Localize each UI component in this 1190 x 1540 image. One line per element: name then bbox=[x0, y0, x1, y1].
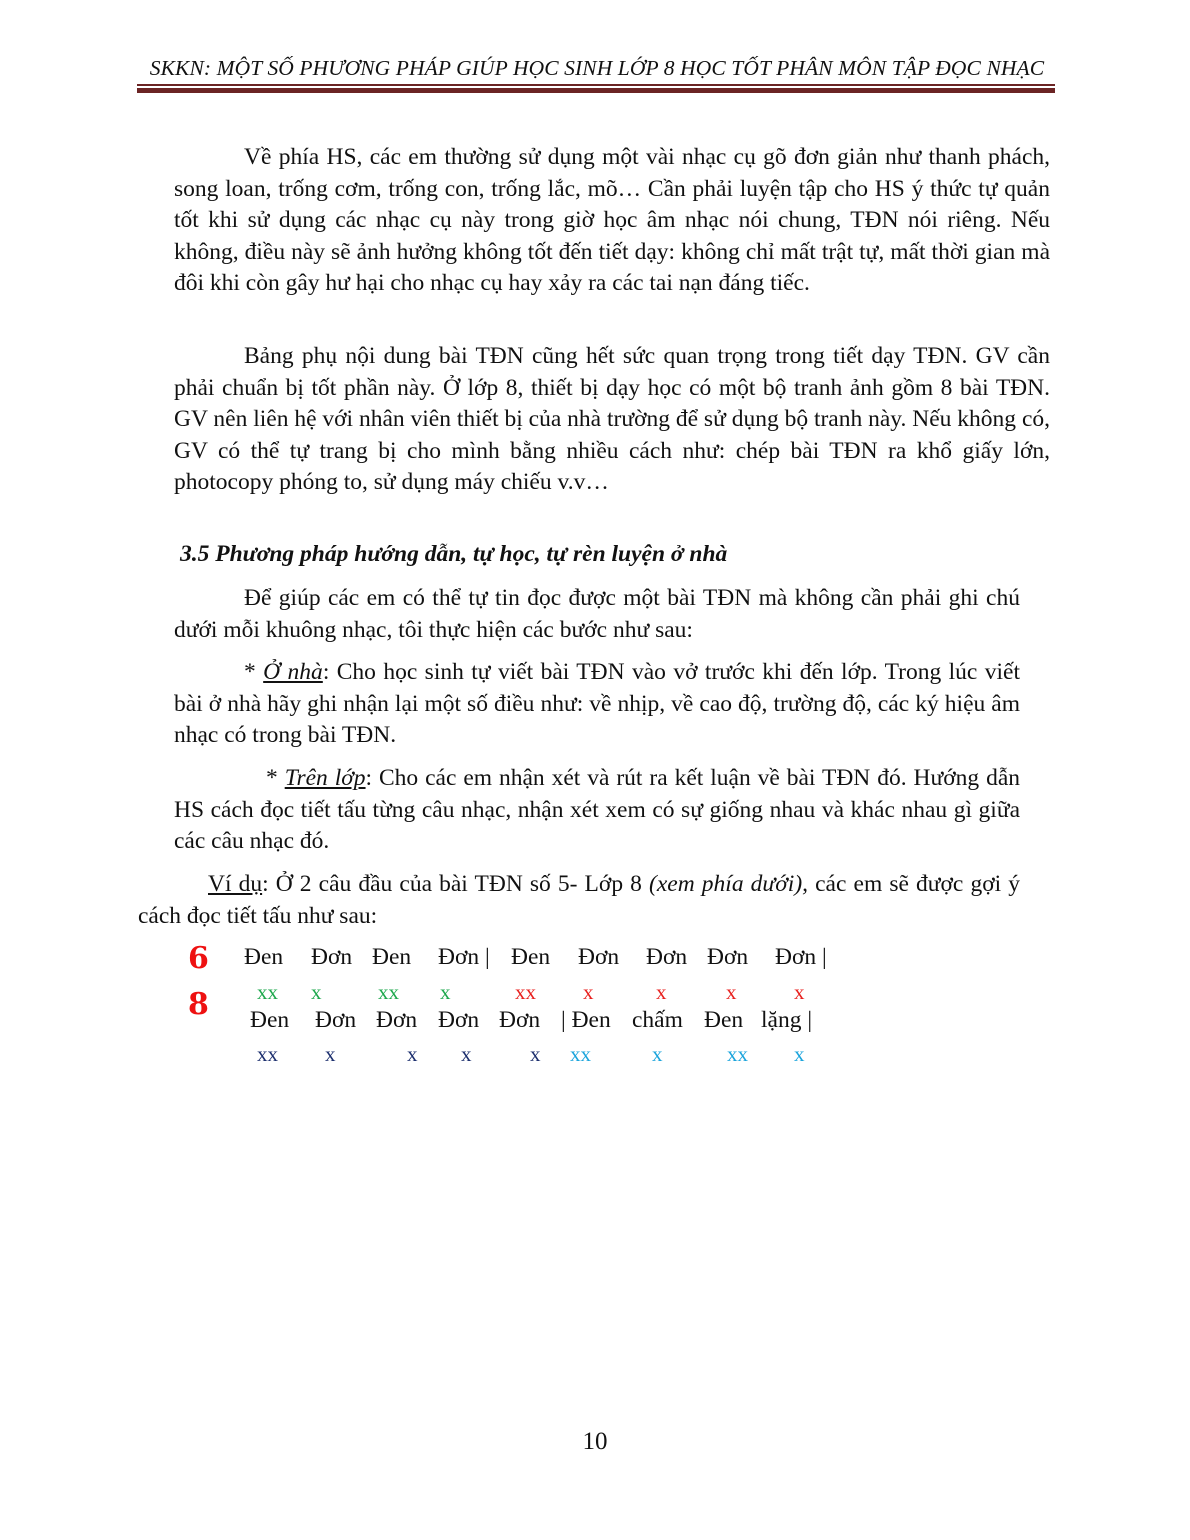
paragraph-text: : Ở 2 câu đầu của bài TĐN số 5- Lớp 8 bbox=[262, 871, 650, 897]
note-word: Đơn bbox=[311, 944, 353, 970]
note-word: Đen bbox=[511, 944, 551, 970]
note-word: Đơn bbox=[499, 1007, 541, 1033]
time-signature-bottom: 8 bbox=[188, 987, 209, 1022]
paragraph-text: : Cho các em nhận xét và rút ra kết luận về bài TĐN đó. Hướng dẫn HS cách đọc tiết tấu từng câu nhạc, nhận xét xem có sự giống nhau và khác nhau gì giữa các câu nhạc đó. bbox=[174, 765, 1020, 854]
note-word: Đơn | bbox=[775, 944, 827, 970]
paragraph-intro bbox=[174, 583, 1020, 646]
beat-mark: x bbox=[407, 1042, 418, 1066]
beat-mark: x bbox=[461, 1042, 472, 1066]
paragraph-example bbox=[138, 869, 1020, 932]
paragraph-text: Về phía HS, các em thường sử dụng một vài nhạc cụ gõ đơn giản như thanh phách, song loan, trống cơm, trống con, trống lắc, mõ… Cần phải luyện tập cho HS ý thức tự quản tốt khi sử dụng các nhạc cụ này trong giờ học âm nhạc nói chung, TĐN nói riêng. Nếu không, điều này sẽ ảnh hưởng không tốt đến tiết dạy: không chỉ mất trật tự, mất thời gian mà đôi khi còn gây hư hại cho nhạc cụ hay xảy ra các tai nạn đáng tiếc. bbox=[174, 144, 1050, 296]
paragraph-board bbox=[174, 341, 1050, 499]
beat-mark: x bbox=[311, 980, 322, 1004]
header-rule-thin bbox=[137, 84, 1055, 86]
paragraph-italic: (xem phía dưới), bbox=[649, 871, 809, 897]
paragraph-percussion bbox=[174, 142, 1050, 300]
example-label: Ví dụ bbox=[208, 871, 263, 897]
header-title: SKKN: MỘT SỐ PHƯƠNG PHÁP GIÚP HỌC SINH LỚP 8 HỌC TỐT PHÂN MÔN TẬP ĐỌC NHẠC bbox=[149, 56, 1045, 80]
beat-mark: xx bbox=[570, 1042, 591, 1066]
note-word: Đơn bbox=[578, 944, 620, 970]
note-word: Đơn bbox=[376, 1007, 418, 1033]
paragraph-text: Để giúp các em có thể tự tin đọc được một bài TĐN mà không cần phải ghi chú dưới mỗi khuông nhạc, tôi thực hiện các bước như sau: bbox=[174, 585, 1020, 643]
paragraph-text: Bảng phụ nội dung bài TĐN cũng hết sức quan trọng trong tiết dạy TĐN. GV cần phải chuẩn bị tốt phần này. Ở lớp 8, thiết bị dạy học có một bộ tranh ảnh gồm 8 bài TĐN. GV nên liên hệ với nhân viên thiết bị của nhà trường để sử dụng bộ tranh này. Nếu không có, GV có thể tự trang bị cho mình bằng nhiều cách như: chép bài TĐN ra khổ giấy lớn, photocopy phóng to, sử dụng máy chiếu v.v… bbox=[174, 343, 1050, 495]
paragraph-text: các em sẽ được gợi ý cách đọc tiết tấu như sau: bbox=[138, 871, 1021, 929]
paragraph-in-class bbox=[174, 763, 1020, 858]
beat-mark: xx bbox=[515, 980, 536, 1004]
at-home-label: Ở nhà bbox=[263, 659, 323, 685]
bullet: * bbox=[244, 659, 264, 685]
note-word: Đen bbox=[250, 1007, 290, 1033]
note-word: lặng | bbox=[761, 1007, 813, 1033]
beat-mark: xx bbox=[257, 980, 278, 1004]
note-word: Đơn bbox=[438, 1007, 480, 1033]
paragraph-at-home bbox=[174, 657, 1020, 752]
note-word: chấm bbox=[632, 1007, 683, 1033]
note-word: Đơn bbox=[646, 944, 688, 970]
section-heading: 3.5 Phương pháp hướng dẫn, tự học, tự rèn luyện ở nhà bbox=[180, 541, 728, 567]
bullet: * bbox=[266, 765, 285, 791]
in-class-label: Trên lớp bbox=[284, 765, 366, 791]
note-word: Đen bbox=[244, 944, 284, 970]
beat-mark: x bbox=[325, 1042, 336, 1066]
beat-mark: xx bbox=[257, 1042, 278, 1066]
beat-mark: x bbox=[440, 980, 451, 1004]
beat-mark: x bbox=[794, 1042, 805, 1066]
beat-mark: x bbox=[652, 1042, 663, 1066]
beat-mark: x bbox=[794, 980, 805, 1004]
note-word: | Đen bbox=[561, 1007, 611, 1033]
beat-mark: x bbox=[530, 1042, 541, 1066]
beat-mark: x bbox=[726, 980, 737, 1004]
note-word: Đơn bbox=[315, 1007, 357, 1033]
note-word: Đen bbox=[372, 944, 412, 970]
beat-mark: xx bbox=[378, 980, 399, 1004]
page-number: 10 bbox=[582, 1428, 608, 1455]
note-word: Đơn | bbox=[438, 944, 490, 970]
beat-mark: xx bbox=[727, 1042, 748, 1066]
header-rule-thick bbox=[137, 88, 1055, 93]
note-word: Đen bbox=[704, 1007, 744, 1033]
time-signature-top: 6 bbox=[188, 941, 209, 976]
paragraph-text: : Cho học sinh tự viết bài TĐN vào vở trước khi đến lớp. Trong lúc viết bài ở nhà hãy ghi nhận lại một số điều như: về nhịp, về cao độ, trường độ, các ký hiệu âm nhạc có trong bài TĐN. bbox=[174, 659, 1021, 748]
beat-mark: x bbox=[656, 980, 667, 1004]
note-word: Đơn bbox=[707, 944, 749, 970]
beat-mark: x bbox=[583, 980, 594, 1004]
